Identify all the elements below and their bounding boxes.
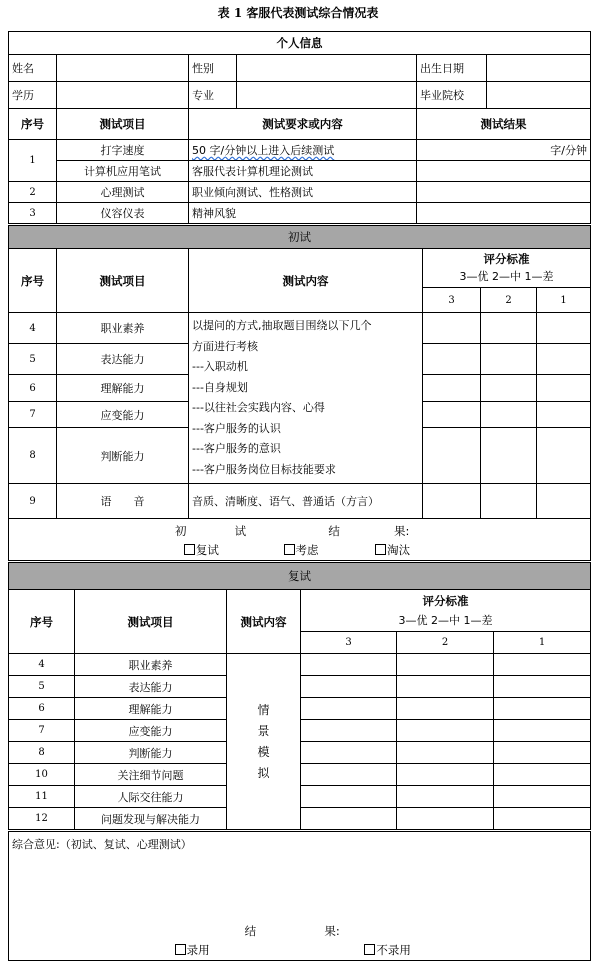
content-char: 情 <box>257 702 270 717</box>
row-number: 11 <box>9 786 75 808</box>
score-cell[interactable] <box>423 344 481 375</box>
content-line: ---自身规划 <box>192 380 248 394</box>
score-col-2: 2 <box>481 288 537 313</box>
first-round-table <box>8 225 591 561</box>
result-char: 果: <box>393 523 410 538</box>
score-cell[interactable] <box>481 375 537 402</box>
option-eliminate[interactable]: 淘汰 <box>375 541 415 559</box>
score-cell[interactable] <box>494 786 591 808</box>
score-cell[interactable] <box>537 375 591 402</box>
score-cell[interactable] <box>397 698 494 720</box>
major-label: 专业 <box>189 82 237 109</box>
test-content: 音质、清晰度、语气、普通话（方言） <box>189 484 423 519</box>
score-cell[interactable] <box>537 428 591 484</box>
content-char: 拟 <box>257 765 270 780</box>
score-cell[interactable] <box>301 786 397 808</box>
content-line: 方面进行考核 <box>192 339 258 353</box>
row-number: 6 <box>9 375 57 402</box>
test-item: 理解能力 <box>75 698 227 720</box>
score-cell[interactable] <box>397 654 494 676</box>
score-cell[interactable] <box>301 654 397 676</box>
test-result[interactable] <box>417 182 591 203</box>
test-item: 语 音 <box>57 484 189 519</box>
score-cell[interactable] <box>423 484 481 519</box>
score-cell[interactable] <box>494 698 591 720</box>
score-cell[interactable] <box>423 375 481 402</box>
birth-date-label: 出生日期 <box>417 55 487 82</box>
birth-date-field[interactable] <box>487 55 591 82</box>
row-number: 3 <box>9 203 57 224</box>
result-char: 果: <box>324 924 340 938</box>
result-char: 试 <box>234 523 247 538</box>
test-content: 职业倾向测试、性格测试 <box>189 182 417 203</box>
test-item: 人际交往能力 <box>75 786 227 808</box>
score-col-1: 1 <box>494 632 591 654</box>
score-cell[interactable] <box>537 484 591 519</box>
row-number: 8 <box>9 742 75 764</box>
option-no-hire[interactable]: 不录用 <box>364 941 424 960</box>
col-header-item: 测试项目 <box>57 109 189 140</box>
test-item: 问题发现与解决能力 <box>75 808 227 830</box>
personal-info-header: 个人信息 <box>9 32 591 55</box>
second-round-table <box>8 562 591 830</box>
score-cell[interactable] <box>481 402 537 428</box>
test-item: 应变能力 <box>75 720 227 742</box>
first-round-result-label <box>12 521 587 541</box>
test-item: 心理测试 <box>57 182 189 203</box>
col-header-content: 测试内容 <box>189 249 423 313</box>
test-result[interactable] <box>417 203 591 224</box>
content-line: ---以往社会实践内容、心得 <box>192 401 325 414</box>
education-field[interactable] <box>57 82 189 109</box>
content-line: ---客户服务的意识 <box>192 442 281 455</box>
content-line: ---客户服务岗位目标技能要求 <box>192 462 336 476</box>
score-cell[interactable] <box>494 720 591 742</box>
score-col-2: 2 <box>397 632 494 654</box>
gender-field[interactable] <box>237 55 417 82</box>
checkbox-icon[interactable] <box>364 944 375 955</box>
content-line: ---入职动机 <box>192 360 248 373</box>
checkbox-icon[interactable] <box>184 544 195 555</box>
personal-info-table <box>8 31 591 109</box>
col-header-no: 序号 <box>9 590 75 654</box>
test-item: 打字速度 <box>57 140 189 161</box>
score-cell[interactable] <box>481 313 537 344</box>
final-result <box>9 922 590 960</box>
score-cell[interactable] <box>301 742 397 764</box>
col-header-no: 序号 <box>9 249 57 313</box>
col-header-no: 序号 <box>9 109 57 140</box>
row-number: 8 <box>9 428 57 484</box>
school-label: 毕业院校 <box>417 82 487 109</box>
test-item: 理解能力 <box>57 375 189 402</box>
score-cell[interactable] <box>481 428 537 484</box>
option-hire[interactable]: 录用 <box>175 941 361 960</box>
summary-cell[interactable] <box>9 832 591 961</box>
row-number: 6 <box>9 698 75 720</box>
score-col-3: 3 <box>301 632 397 654</box>
option-consider[interactable]: 考虑 <box>284 541 372 559</box>
school-field[interactable] <box>487 82 591 109</box>
result-char: 结 <box>328 523 340 538</box>
test-item: 关注细节问题 <box>75 764 227 786</box>
score-cell[interactable] <box>397 786 494 808</box>
row-number: 5 <box>9 344 57 375</box>
row-number: 2 <box>9 182 57 203</box>
score-scale: 3—优 2—中 1—差 <box>398 613 493 627</box>
option-retest[interactable]: 复试 <box>184 541 280 559</box>
test-item: 表达能力 <box>57 344 189 375</box>
score-cell[interactable] <box>537 344 591 375</box>
row-number: 4 <box>9 313 57 344</box>
name-field[interactable] <box>57 55 189 82</box>
checkbox-icon[interactable] <box>375 544 386 555</box>
col-header-item: 测试项目 <box>75 590 227 654</box>
score-cell[interactable] <box>301 764 397 786</box>
row-number: 9 <box>9 484 57 519</box>
score-cell[interactable] <box>494 654 591 676</box>
score-col-1: 1 <box>537 288 591 313</box>
test-result[interactable]: 字/分钟 <box>417 140 591 161</box>
score-standard-title: 评分标准 <box>483 252 530 266</box>
content-char: 景 <box>257 723 270 738</box>
score-cell[interactable] <box>397 808 494 830</box>
row-number: 10 <box>9 764 75 786</box>
test-content: 50 字/分钟以上进入后续测试 <box>189 140 417 161</box>
score-standard-header <box>301 590 591 632</box>
second-round-banner: 复试 <box>9 563 591 590</box>
checkbox-icon[interactable] <box>175 944 186 955</box>
scenario-simulation-content <box>227 654 301 830</box>
summary-label: 综合意见:（初试、复试、心理测试） <box>12 838 192 851</box>
col-header-content: 测试要求或内容 <box>189 109 417 140</box>
gender-label: 性别 <box>189 55 237 82</box>
col-header-result: 测试结果 <box>417 109 591 140</box>
score-cell[interactable] <box>494 764 591 786</box>
score-standard-title: 评分标准 <box>422 593 469 608</box>
score-cell[interactable] <box>397 742 494 764</box>
first-round-result <box>9 519 591 561</box>
education-label: 学历 <box>9 82 57 109</box>
content-line: ---客户服务的认识 <box>192 421 281 435</box>
basic-test-table <box>8 108 591 224</box>
score-cell[interactable] <box>397 676 494 698</box>
test-item: 判断能力 <box>57 428 189 484</box>
row-number: 7 <box>9 720 75 742</box>
first-round-banner: 初试 <box>9 226 591 249</box>
interview-content <box>189 313 423 484</box>
score-cell[interactable] <box>494 808 591 830</box>
test-content: 客服代表计算机理论测试 <box>189 161 417 182</box>
row-number: 1 <box>9 140 57 182</box>
test-content: 精神风貌 <box>189 203 417 224</box>
score-cell[interactable] <box>481 344 537 375</box>
summary-table <box>8 831 591 961</box>
row-number: 7 <box>9 402 57 428</box>
score-cell[interactable] <box>537 313 591 344</box>
score-cell[interactable] <box>397 764 494 786</box>
score-cell[interactable] <box>423 428 481 484</box>
test-item: 职业素养 <box>75 654 227 676</box>
test-item: 应变能力 <box>57 402 189 428</box>
score-cell[interactable] <box>397 720 494 742</box>
test-item: 计算机应用笔试 <box>57 161 189 182</box>
test-item: 表达能力 <box>75 676 227 698</box>
score-cell[interactable] <box>481 484 537 519</box>
row-number: 4 <box>9 654 75 676</box>
checkbox-icon[interactable] <box>284 544 295 555</box>
score-cell[interactable] <box>301 808 397 830</box>
score-scale: 3—优 2—中 1—差 <box>459 270 554 283</box>
content-char: 模 <box>257 744 270 759</box>
score-cell[interactable] <box>494 742 591 764</box>
test-item: 判断能力 <box>75 742 227 764</box>
score-cell[interactable] <box>423 313 481 344</box>
test-item: 职业素养 <box>57 313 189 344</box>
score-standard-header <box>423 249 591 288</box>
content-line: 以提问的方式,抽取题目围绕以下几个 <box>192 319 372 332</box>
test-item: 仪容仪表 <box>57 203 189 224</box>
col-header-item: 测试项目 <box>57 249 189 313</box>
score-cell[interactable] <box>423 402 481 428</box>
col-header-content: 测试内容 <box>227 590 301 654</box>
major-field[interactable] <box>237 82 417 109</box>
score-cell[interactable] <box>301 676 397 698</box>
score-col-3: 3 <box>423 288 481 313</box>
document-title: 表 1 客服代表测试综合情况表 <box>217 6 379 20</box>
row-number: 5 <box>9 676 75 698</box>
score-cell[interactable] <box>301 698 397 720</box>
result-char: 结 <box>244 924 257 938</box>
score-cell[interactable] <box>537 402 591 428</box>
row-number: 12 <box>9 808 75 830</box>
score-cell[interactable] <box>494 676 591 698</box>
test-result[interactable] <box>417 161 591 182</box>
score-cell[interactable] <box>301 720 397 742</box>
name-label: 姓名 <box>9 55 57 82</box>
result-char: 初 <box>175 523 187 538</box>
